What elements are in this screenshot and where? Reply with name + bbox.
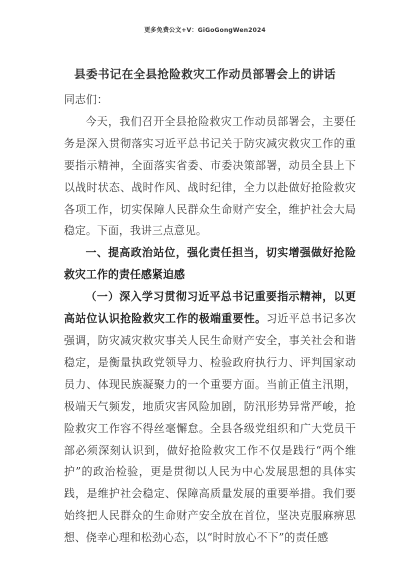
subsection-1-body: 习近平总书记多次强调，防灾减灾救灾事关人民生命财产安全，事关社会和谐稳定，是衡量执政党领导力、检验政府执行力、评判国家动员力、体现民族凝聚力的一个重要方面。当前正值主汛期，极端天气频发，地质灾害风险加剧，防汛形势异常严峻，抢险救灾工作容不得丝毫懈怠。全县各级党组织和广大党员干部必须深刻认识到，做好抢险救灾工作不仅是践行“两个维护”的政治检验，更是贯彻以人民为中心发展思想的具体实践，是维护社会稳定、保障高质量发展的重要举措。我们要始终把人民群众的生命财产安全放在首位，坚决克服麻痹思想、侥幸心理和松劲心态，以“时时放心不下”的责任感 <box>64 312 356 545</box>
salutation: 同志们： <box>64 93 108 106</box>
section-1-heading: 一、提高政治站位，强化责任担当，切实增强做好抢险救灾工作的责任感紧迫感 <box>64 246 356 282</box>
document-title: 县委书记在全县抢险救灾工作动员部署会上的讲话 <box>74 67 336 81</box>
document-body <box>64 89 356 549</box>
intro-paragraph: 今天，我们召开全县抢险救灾工作动员部署会，主要任务是深入贯彻落实习近平总书记关于防灾减灾救灾工作的重要指示精神，全面落实省委、市委决策部署，动员全县上下以战时状态、战时作风、战时纪律，全力以赴做好抢险救灾各项工作，切实保障人民群众生命财产安全，维护社会大局稳定。下面，我讲三点意见。 <box>64 114 356 238</box>
header-note: 更多免费公文+V：GiGoGongWen2024 <box>144 27 266 34</box>
subsection-1-heading: （一）深入学习贯彻习近平总书记重要指示精神，以更高站位认识抢险救灾工作的极端重要性。 <box>64 290 356 326</box>
subsection-1-paragraph <box>64 286 356 549</box>
